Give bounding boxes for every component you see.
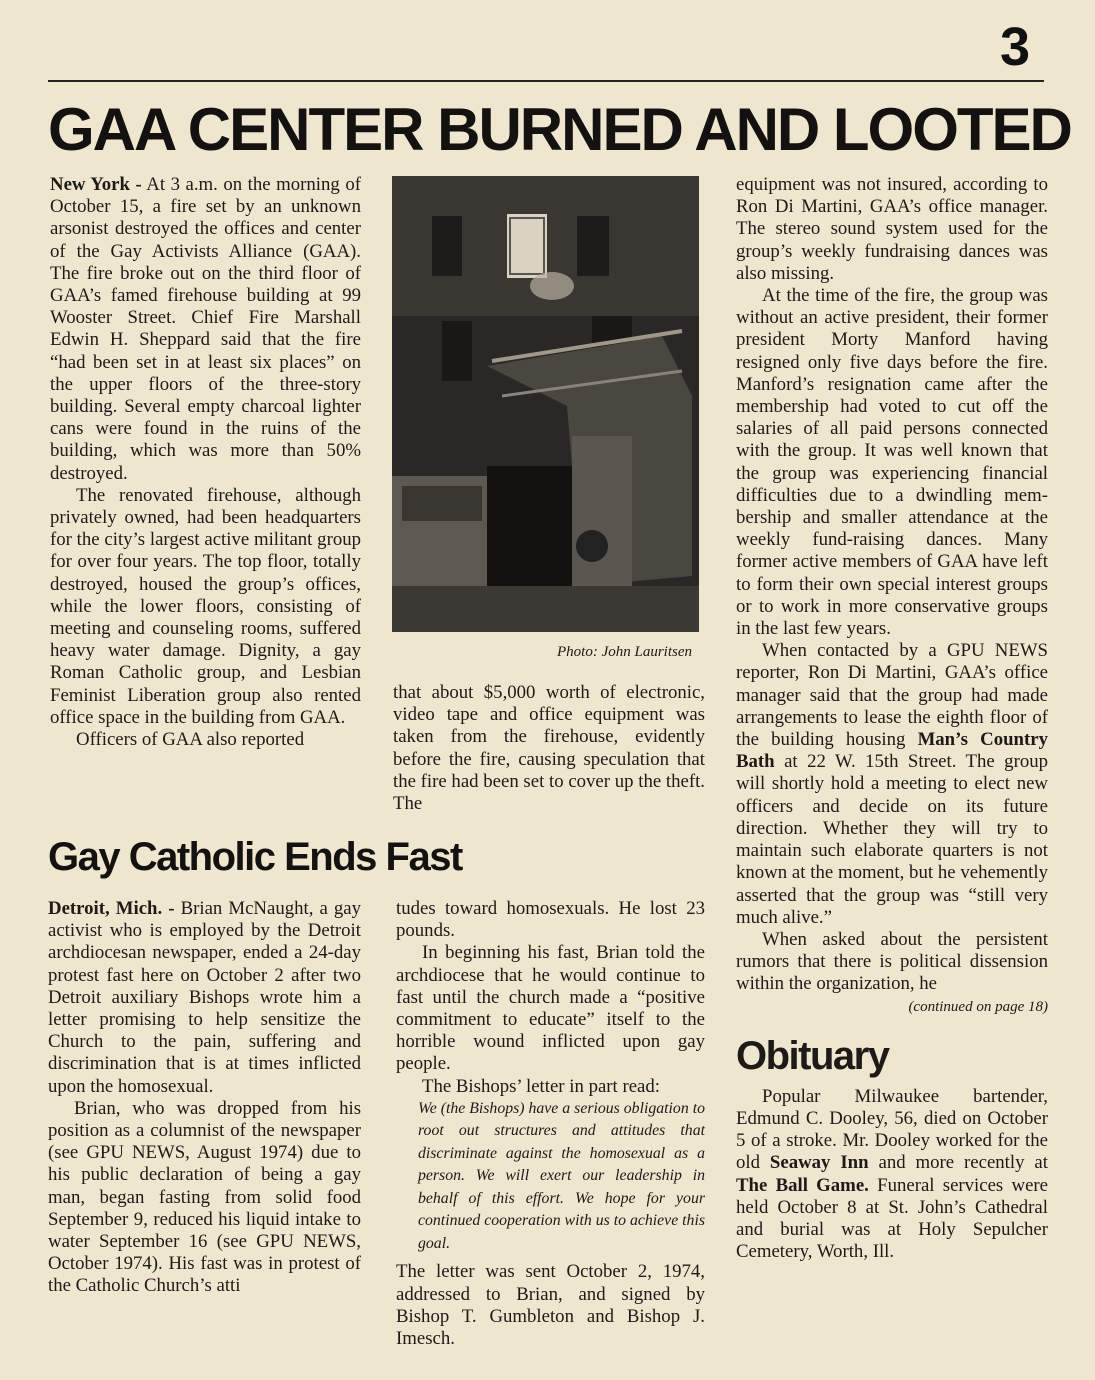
obituary-headline: Obituary [736,1033,889,1078]
article-2-headline: Gay Catholic Ends Fast [48,835,462,879]
article-column-2 [393,682,705,815]
paragraph-text: At 3 a.m. on the morning of October 15, a fire set by an unknown arsonist destroyed the offices and center of the Gay Activists Alliance (GAA). The fire broke out on the third floor of GAA’s famed firehouse building at 99 Wooster Street. Chief Fire Marshall Edwin H. Sheppard said that the fire “had been set in at least six places” on the upper floors of the three-story building. Several empty charcoal lighter cans were found in the ruins of the building, which was more than 50% destroyed. [50,174,361,484]
dateline: New York - [50,174,142,195]
article-column-3 [736,174,1048,1263]
article-2-column-1 [48,898,361,1298]
article-paragraph: At the time of the fire, the group was without an active president, their former president Morty Manford having resigned only five days before the fire. Manford’s resignation came after the membership had voted to cut off the salaries of all paid persons connected with the group. It was well known that the group was experiencing financial difficulties due to a dwindling membership and smaller attendance at the weekly fund-raising dances. Many former active members of GAA have left to form their own special interest groups or to work in more conservative groups in the last few years. [736,285,1048,640]
article-paragraph: The Bishops’ letter in part read: [422,1075,660,1097]
main-headline: GAA CENTER BURNED AND LOOTED [48,96,1071,163]
continued-note: (continued on page 18) [908,998,1048,1015]
paragraph-text: Funeral services were held October 8 at St. John’s Cathedral and burial was at Holy Sepulcher Cemetery, Worth, Ill. [736,1174,1048,1263]
article-paragraph: When asked about the persistent rumors that there is political dissension within the organization, he [736,928,1048,995]
article-paragraph [50,174,361,485]
article-paragraph: The letter was sent October 2, 1974, addressed to Brian, and signed by Bishop T. Gumbleton and Bishop J. Imesch. [396,1261,705,1349]
article-column-1 [50,174,361,751]
article-2-column-2 [396,898,705,1350]
paragraph-text: Brian McNaught, a gay activist who is employed by the Detroit archdiocesan newspaper, ended a 24-day protest fast here on October 2 after two Detroit auxiliary Bishops wrote him a letter promising to help sensitize the Church to the pain, suffering and discrimination that is at times inflicted upon the homosexual. [48,898,361,1097]
paragraph-text: When contacted by a GPU NEWS reporter, Ron Di Martini, GAA’s office manager said that the group had made arrangements to lease the eighth floor of the building housing [736,640,1048,751]
page-number: 3 [1000,17,1031,77]
article-paragraph: In beginning his fast, Brian told the archdiocese that he would continue to fast until the church made a “positive commitment to educate” itself to the horrible wound inflicted upon gay people. [396,942,705,1075]
paragraph-text: and more recently at [878,1152,1048,1174]
photo-caption: Photo: John Lauritsen [557,644,692,660]
article-paragraph: The renovated firehouse, although privately owned, had been headquarters for the city’s largest active militant group for over four years. The top floor, totally destroyed, housed the group’s offices, while the lower floors, consisting of meeting and counseling rooms, suffered heavy water damage. Dignity, a gay Roman Catholic group, and Lesbian Feminist Liberation group also rented office space in the building from GAA. [50,484,361,728]
firehouse-photo [392,176,699,632]
article-paragraph: equipment was not insured, according to Ron Di Martini, GAA’s office manager. The stereo sound system used for the group’s weekly fundraising dances was also missing. [736,174,1048,284]
article-paragraph: that about $5,000 worth of electronic, video tape and office equipment was taken from the firehouse, evidently before the fire, causing speculation that the fire had been set to cover up the theft. The [393,682,705,815]
business-name: Seaway Inn [769,1152,869,1174]
business-name: Man’s Country Bath [736,729,1048,773]
article-paragraph: tudes toward homosexuals. He lost 23 pounds. [396,898,705,942]
bishops-quote: We (the Bishops) have a serious obligation to root out structures and attitudes that discriminate against the homosexual as a person. We will exert our leadership in behalf of this effort. We hope for your continued cooperation with us to achieve this goal. [418,1099,705,1252]
article-paragraph [48,898,361,1098]
article-paragraph: Brian, who was dropped from his position as a columnist of the newspaper (see GPU NEWS, August 1974) due to his public declaration of being a gay man, began fasting from solid food September 9, reduced his liquid intake to water September 16 (see GPU NEWS, October 1974). His fast was in protest of the Catholic Church’s atti [48,1097,361,1297]
business-name: The Ball Game. [736,1174,869,1196]
article-paragraph: Officers of GAA also reported [76,729,305,751]
header-rule [48,80,1044,82]
paragraph-text: at 22 W. 15th Street. The group will shortly hold a meeting to elect new officers and decide on its future direction. Whether they will try to maintain such elaborate quarters is not known at the moment, but he vehemently asserted that the group was “still very much alive.” [736,751,1048,928]
article-paragraph [736,640,1048,929]
dateline: Detroit, Mich. - [48,898,175,919]
obituary-paragraph [736,1086,1048,1264]
paragraph-text: Popular Milwaukee bartender, Edmund C. Dooley, 56, died on October 5 of a stroke. Mr. Dooley worked for the old [736,1085,1048,1174]
